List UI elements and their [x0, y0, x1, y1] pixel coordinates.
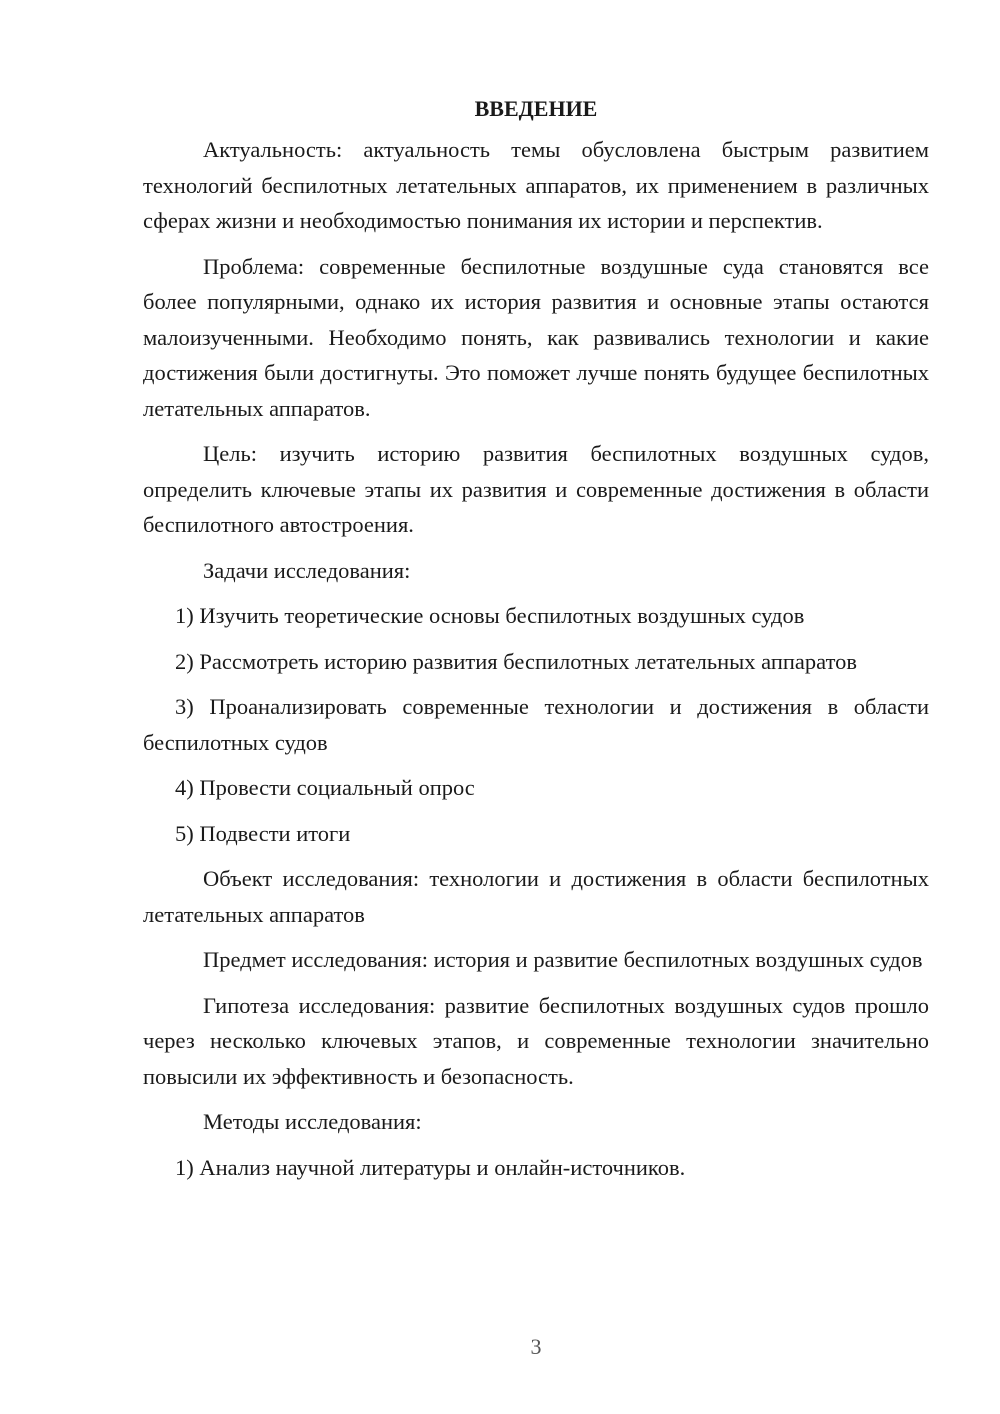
goal-paragraph: Цель: изучить историю развития беспилотных воздушных судов, определить ключевые этапы их развития и современные достижения в области беспилотного автостроения. [143, 441, 929, 537]
methods-heading: Методы исследования: [203, 1109, 422, 1134]
tasks-heading: Задачи исследования: [203, 557, 411, 583]
subject-paragraph: Предмет исследования: история и развитие беспилотных воздушных судов [203, 947, 923, 972]
task-item: 4) Провести социальный опрос [175, 775, 475, 800]
page-number: 3 [530, 1334, 542, 1359]
hypothesis-paragraph: Гипотеза исследования: развитие беспилотных воздушных судов прошло через несколько ключевых этапов, и современные технологии значительно повысили их эффективность и безопасность. [143, 992, 929, 1089]
method-item: 1) Анализ научной литературы и онлайн-источников. [175, 1154, 686, 1180]
object-paragraph: Объект исследования: технологии и достижения в области беспилотных летательных аппаратов [143, 866, 929, 927]
relevance-paragraph: Актуальность: актуальность темы обусловлена быстрым развитием технологий беспилотных летательных аппаратов, их применением в различных сферах жизни и необходимостью понимания их истории и перспектив. [143, 137, 929, 233]
task-item: 5) Подвести итоги [175, 820, 351, 846]
problem-paragraph: Проблема: современные беспилотные воздушные суда становятся все более популярными, однако их история развития и основные этапы остаются малоизученными. Необходимо понять, как развивались технологии и какие достижения были достигнуты. Это поможет лучше понять будущее беспилотных летательных аппаратов. [143, 253, 929, 421]
section-heading: ВВЕДЕНИЕ [474, 96, 598, 121]
task-item: 1) Изучить теоретические основы беспилотных воздушных судов [175, 603, 805, 628]
task-item: 3) Проанализировать современные технологии и достижения в области беспилотных судов [143, 694, 929, 755]
document-page [143, 92, 929, 1195]
task-item: 2) Рассмотреть историю развития беспилотных летательных аппаратов [175, 648, 857, 674]
